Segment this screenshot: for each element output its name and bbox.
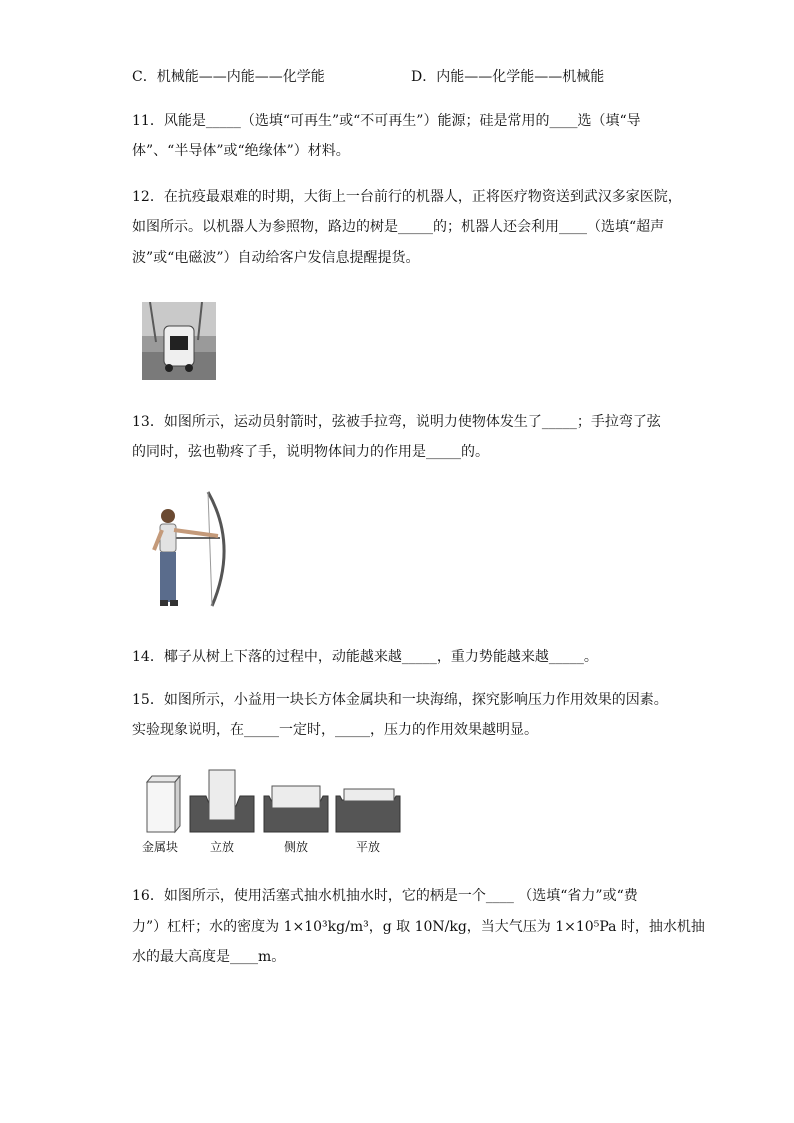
option-d: D．内能——化学能——机械能 — [411, 69, 605, 85]
question-15-line-1: 15．如图所示，小益用一块长方体金属块和一块海绵，探究影响压力作用效果的因素。 — [132, 692, 668, 708]
question-11-line-1: 11．风能是_____（选填“可再生”或“不可再生”）能源；硅是常用的____选（填“导 — [132, 113, 641, 129]
question-16-line-1: 16．如图所示，使用活塞式抽水机抽水时，它的柄是一个____ （选填“省力”或“费 — [132, 888, 638, 904]
question-12-line-1: 12．在抗疫最艰难的时期，大街上一台前行的机器人，正将医疗物资送到武汉多家医院， — [132, 189, 682, 205]
question-16-line-2: 力”）杠杆；水的密度为 1×10³kg/m³，g 取 10N/kg，当大气压为 1×10⁵Pa 时，抽水机抽 — [132, 919, 705, 935]
label-side: 侧放 — [284, 840, 309, 854]
question-13-line-2: 的同时，弦也勒疼了手，说明物体间力的作用是_____的。 — [132, 444, 489, 460]
pressure-experiment-figure — [140, 766, 410, 838]
question-13-line-1: 13．如图所示，运动员射箭时，弦被手拉弯，说明力使物体发生了_____；手拉弯了弦 — [132, 414, 661, 430]
question-16-line-3: 水的最大高度是____m。 — [132, 949, 286, 965]
label-upright: 立放 — [210, 840, 235, 854]
question-15-line-2: 实验现象说明，在_____一定时，_____，压力的作用效果越明显。 — [132, 722, 538, 738]
question-12-line-3: 波”或“电磁波”）自动给客户发信息提醒提货。 — [132, 250, 420, 266]
question-11-line-2: 体”、“半导体”或“绝缘体”）材料。 — [132, 143, 350, 159]
robot-photo — [142, 302, 216, 380]
question-12-line-2: 如图所示。以机器人为参照物，路边的树是_____的；机器人还会利用____（选填“超声 — [132, 219, 665, 235]
question-14-line-1: 14．椰子从树上下落的过程中，动能越来越_____，重力势能越来越_____。 — [132, 649, 598, 665]
label-metal-block: 金属块 — [142, 840, 179, 854]
label-flat: 平放 — [356, 840, 381, 854]
option-c: C．机械能——内能——化学能 — [132, 69, 325, 85]
archer-figure — [146, 490, 230, 614]
